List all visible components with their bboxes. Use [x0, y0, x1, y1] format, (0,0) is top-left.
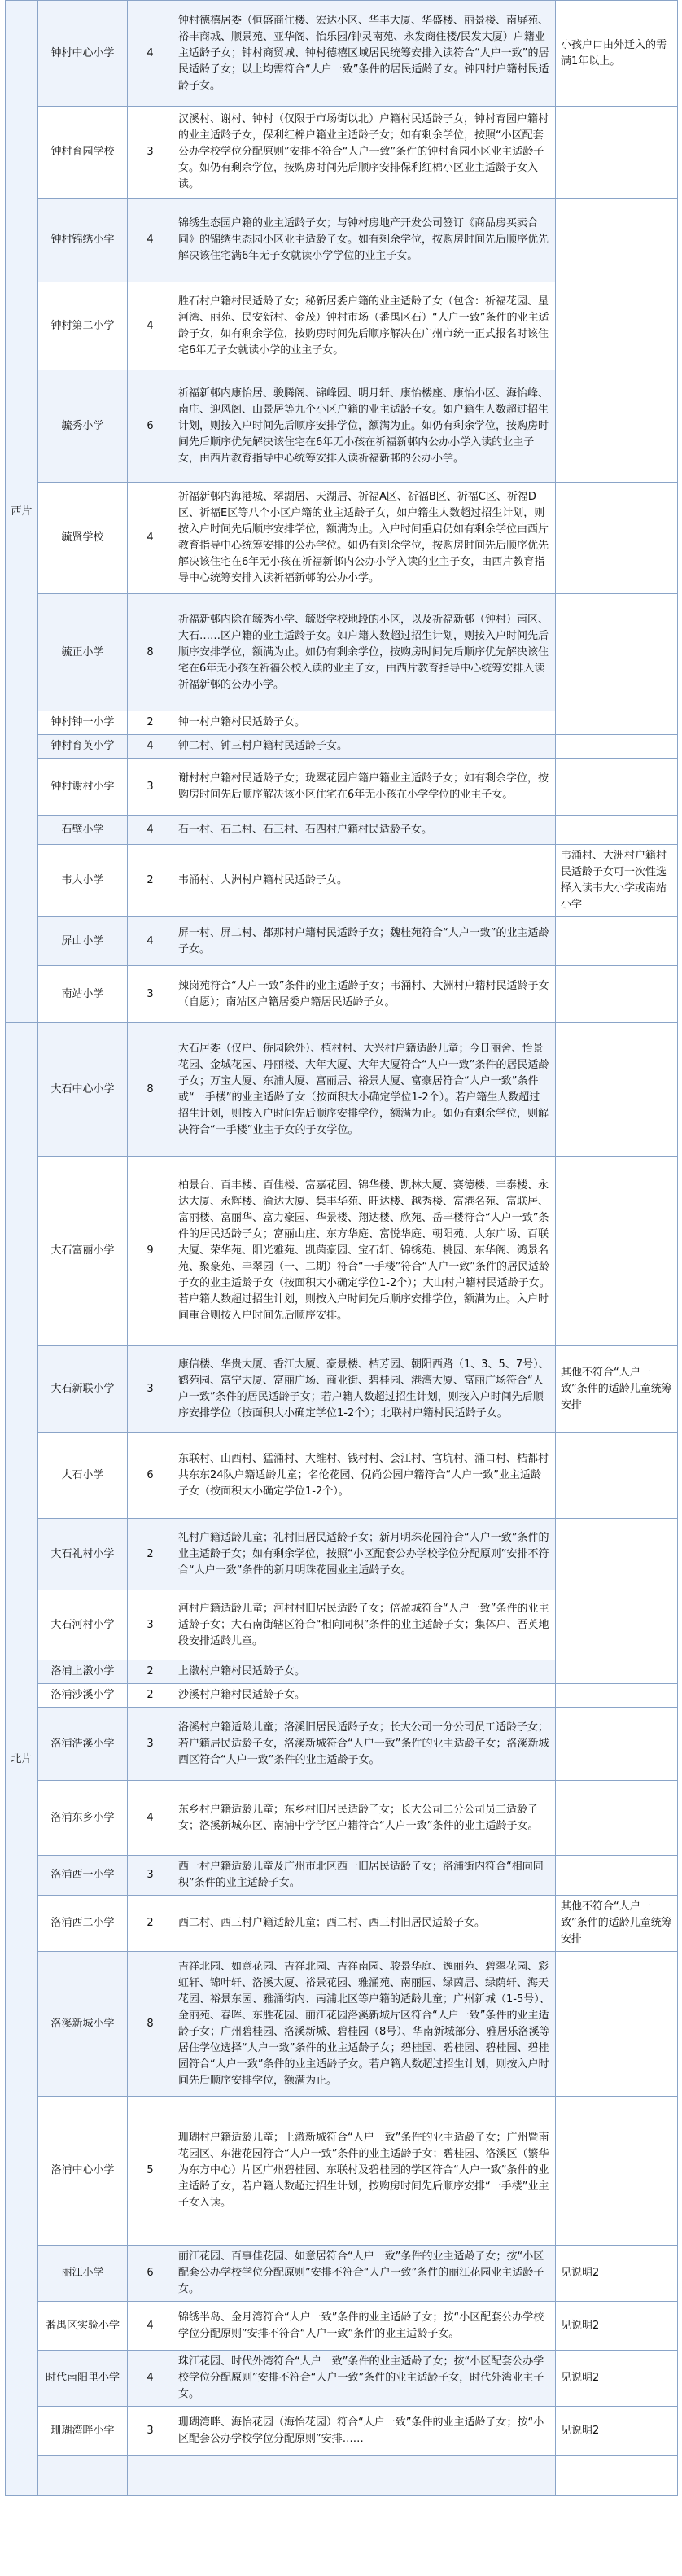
- enrollment-scope: 祈福新邨内除在毓秀小学、毓贤学校地段的小区，以及祈福新邨（钟村）南区、大石……区户籍的业主适龄子女。如户籍人数超过招生计划，则按入户时间先后顺序安排学位，额满为止。如仍有剩余学位，按购房时间先后顺序优先解决该住宅在6年无小孩在祈福公校入读的业主子女，由西片教育指导中心统筹安排入读祈福新邨的公办小学。: [173, 594, 556, 711]
- school-name: 钟村第二小学: [38, 282, 128, 370]
- school-name: 洛浦浩溪小学: [38, 1708, 128, 1781]
- table-row: [6, 2407, 678, 2456]
- remark: [556, 1684, 678, 1708]
- class-count: 4: [128, 2351, 173, 2407]
- enrollment-scope: 吉祥北园、如意花园、吉祥北园、吉祥南园、骏景华庭、逸丽苑、碧翠花园、彩虹轩、锦叶轩、洛溪大厦、裕景花园、雅涌苑、南丽园、绿茵居、绿荫轩、海天花园、裕景东园、雅涌街内、南浦北区等户籍的适龄儿童；广州新城（1-5号）、金丽苑、春晖、东胜花园、丽江花园洛溪新城片区符合“人户一致”条件的业主适龄子女；广州碧桂园、洛溪新城、碧桂园（8号）、华南新城部分、雅居乐洛溪等居住学位选择“人户一致”条件的业主适龄子女；碧桂园、碧桂园、碧桂园、碧桂园符合“人户一致”条件的业主适龄子女。若户籍人数超过招生计划，则按入户时间先后顺序安排学位，额满为止。: [173, 1952, 556, 2097]
- remark: [556, 1781, 678, 1856]
- class-count: 3: [128, 1346, 173, 1433]
- school-name: 石壁小学: [38, 816, 128, 845]
- school-name: 大石礼村小学: [38, 1519, 128, 1590]
- school-name: [38, 2456, 128, 2496]
- class-count: 6: [128, 2246, 173, 2302]
- class-count: 6: [128, 370, 173, 483]
- school-name: 韦大小学: [38, 845, 128, 917]
- enrollment-scope: 谢村村户籍村民适龄子女；珑翠花园户籍户籍业主适龄子女；如有剩余学位，按购房时间先后顺序解决该小区住宅在6年无小孩在小学学位的业主子女。: [173, 759, 556, 816]
- school-name: 毓正小学: [38, 594, 128, 711]
- table-row: [6, 1856, 678, 1896]
- enrollment-scope: 胜石村户籍村民适龄子女；秘新居委户籍的业主适龄子女（包含：祈福花园、星河湾、丽苑、民安新村、金茂）钟村市场（番禺区石）“人户一致”条件的业主适龄子女，如有剩余学位，按购房时间先后顺序解决在广州市统一正式报名时该住宅6年无子女就读小学的业主子女。: [173, 282, 556, 370]
- class-count: 6: [128, 1433, 173, 1519]
- table-row: [6, 816, 678, 845]
- enrollment-scope: 东联村、山西村、猛涌村、大维村、钱村村、会江村、官坑村、涌口村、桔都村共东东24队户籍适龄儿童；名伦花园、倪尚公园户籍符合“人户一致”业主适龄子女（按面积大小确定学位1-2个）。: [173, 1433, 556, 1519]
- enrollment-scope: 珠江花园、时代外湾符合“人户一致”条件的业主适龄子女；按“小区配套公办学校学位分配原则”安排不符合“人户一致”条件的业主适龄子女，时代外湾业主子女。: [173, 2351, 556, 2407]
- table-row: [6, 2246, 678, 2302]
- remark: [556, 1519, 678, 1590]
- enrollment-scope: 汉溪村、谢村、钟村（仅限于市场街以北）户籍村民适龄子女，钟村育园户籍村的业主适龄子女，保利红棉户籍业主适龄子女；如有剩余学位，按照“小区配套公办学校学位分配原则”安排不符合“人户一致”条件的钟村育园小区业主适龄子女。如仍有剩余学位，按购房时间先后顺序安排保利红棉小区业主适龄子女入读。: [173, 107, 556, 199]
- class-count: 8: [128, 594, 173, 711]
- table-row: [6, 2351, 678, 2407]
- class-count: 4: [128, 1, 173, 107]
- remark: 见说明2: [556, 2351, 678, 2407]
- region-label: 北片: [6, 1023, 38, 2496]
- table-row: [6, 1660, 678, 1684]
- class-count: 2: [128, 711, 173, 735]
- school-name: 钟村中心小学: [38, 1, 128, 107]
- class-count: 4: [128, 735, 173, 759]
- enrollment-scope: 柏景台、百丰楼、百佳楼、富嘉花园、锦华楼、凯林大厦、赛德楼、丰泰楼、永达大厦、永辉楼、渝达大厦、集丰华苑、旺达楼、越秀楼、富港名苑、富联居、富丽楼、富丽华、富力豪园、华景楼、翔达楼、欣苑、岳丰楼符合“人户一致”条件的居民适龄子女；富丽山庄、东方华庭、富悦华庭、朝阳苑、大东广场、百联大厦、荣华苑、阳光雅苑、凯茵豪园、宝石轩、锦绣苑、桃园、东华阁、鸿景名苑、聚豪苑、丰翠园（一、二期）符合“一手楼”符合“人户一致”条件的居民适龄子女的业主适龄子女（按面积大小确定学位1-2个）；大山村户籍村民适龄子女。若户籍人数超过招生计划，则按入户时间先后顺序安排学位，额满为止。入户时间重合则按入户时间先后顺序安排。: [173, 1157, 556, 1346]
- school-name: 番禺区实验小学: [38, 2302, 128, 2351]
- enrollment-scope: 洛溪村户籍适龄儿童；洛溪旧居民适龄子女；长大公司一分公司员工适龄子女；若户籍居民适龄子女，洛溪新城符合“人户一致”条件的业主适龄子女；洛溪新城西区符合“人户一致”条件的业主适龄子女。: [173, 1708, 556, 1781]
- school-name: 钟村育园学校: [38, 107, 128, 199]
- enrollment-scope: 锦绣生态园户籍的业主适龄子女；与钟村房地产开发公司签订《商品房买卖合同》的锦绣生态园小区业主适龄子女。如有剩余学位，按购房时间先后顺序优先解决该住宅满6年无子女就读小学学位的业主子女。: [173, 199, 556, 282]
- table-row: [6, 2097, 678, 2246]
- school-name: 钟村谢村小学: [38, 759, 128, 816]
- remark: 见说明2: [556, 2302, 678, 2351]
- enrollment-scope: 大石居委（仅户、侨园除外）、植村村、大兴村户籍适龄儿童；今日丽舍、怡景花园、金城花园、丹丽楼、大年大厦、大年大厦符合“人户一致”条件的居民适龄子女；万宝大厦、东浦大厦、富丽居、裕景大厦、富豪居符合“人户一致”条件或“一手楼”的业主适龄子女（按面积大小确定学位1-2个）。若户籍生人数超过招生计划，则按入户时间先后顺序安排学位，额满为止。如仍有剩余学位，则解决符合“一手楼”业主子女的子女学位。: [173, 1023, 556, 1157]
- table-row: [6, 759, 678, 816]
- table-row: [6, 1433, 678, 1519]
- class-count: 3: [128, 2407, 173, 2456]
- remark: [556, 199, 678, 282]
- table-row: [6, 966, 678, 1023]
- enrollment-scope: 沙溪村户籍村民适龄子女。: [173, 1684, 556, 1708]
- school-name: 时代南阳里小学: [38, 2351, 128, 2407]
- table-row: [6, 2456, 678, 2496]
- remark: [556, 917, 678, 966]
- table-row: [6, 917, 678, 966]
- school-name: 钟村锦绣小学: [38, 199, 128, 282]
- table-row: [6, 1346, 678, 1433]
- table-row: [6, 1952, 678, 2097]
- school-zone-table: [5, 0, 678, 2496]
- school-name: 珊瑚湾畔小学: [38, 2407, 128, 2456]
- class-count: 4: [128, 816, 173, 845]
- enrollment-scope: 上漖村户籍村民适龄子女。: [173, 1660, 556, 1684]
- table-row: [6, 1590, 678, 1660]
- enrollment-scope: 东乡村户籍适龄儿童；东乡村旧居民适龄子女；长大公司二分公司员工适龄子女；洛溪新城东区、南浦中学学区户籍符合“人户一致”条件的业主适龄子女。: [173, 1781, 556, 1856]
- remark: [556, 594, 678, 711]
- enrollment-scope: 康信楼、华贵大厦、香江大厦、豪景楼、桔芳园、朝阳西路（1、3、5、7号）、鹤苑园、富宁大厦、富丽广场、商业街、碧桂园、港湾大厦、富丽广场符合“人户一致”条件的居民适龄子女；若户籍人数超过招生计划，则按入户时间先后顺序安排学位（按面积大小确定学位1-2个）；北联村户籍村民适龄子女。: [173, 1346, 556, 1433]
- table-row: [6, 735, 678, 759]
- table-row: [6, 282, 678, 370]
- school-name: 洛浦中心小学: [38, 2097, 128, 2246]
- remark: [556, 1023, 678, 1157]
- enrollment-scope: 祈福新邨内海港城、翠湖居、天湖居、祈福A区、祈福B区、祈福C区、祈福D区、祈福E区等八个小区户籍的业主适龄子女，如户籍生人数超过招生计划，则按入户时间先后顺序安排学位，额满为止。入户时间重启仍如有剩余学位由西片教育指导中心统筹安排的公办学位。如仍有剩余学位，按购房时间先后顺序优先解决该住宅在6年无小孩在祈福新邨内公办小学入读的业主子女，由西片教育指导中心统筹安排入读祈福新邨的公办小学。: [173, 483, 556, 594]
- remark: [556, 1433, 678, 1519]
- class-count: 8: [128, 1023, 173, 1157]
- remark: 小孩户口由外迁入的需满1年以上。: [556, 1, 678, 107]
- class-count: 3: [128, 107, 173, 199]
- table-row: [6, 370, 678, 483]
- class-count: 3: [128, 1708, 173, 1781]
- class-count: 4: [128, 483, 173, 594]
- remark: [556, 1708, 678, 1781]
- school-name: 洛浦沙溪小学: [38, 1684, 128, 1708]
- school-name: 洛溪新城小学: [38, 1952, 128, 2097]
- class-count: 2: [128, 1684, 173, 1708]
- enrollment-scope: 屏一村、屏二村、都那村户籍村民适龄子女；魏桂苑符合“人户一致”的业主适龄子女。: [173, 917, 556, 966]
- remark: [556, 711, 678, 735]
- table-row: [6, 1, 678, 107]
- class-count: 3: [128, 966, 173, 1023]
- class-count: 4: [128, 1781, 173, 1856]
- class-count: 3: [128, 1590, 173, 1660]
- enrollment-scope: 西二村、西三村户籍适龄儿童；西二村、西三村旧居民适龄子女。: [173, 1896, 556, 1952]
- table-row: [6, 107, 678, 199]
- class-count: 2: [128, 1660, 173, 1684]
- school-name: 大石富丽小学: [38, 1157, 128, 1346]
- enrollment-scope: [173, 2456, 556, 2496]
- school-name: 大石河村小学: [38, 1590, 128, 1660]
- enrollment-scope: 钟二村、钟三村户籍村民适龄子女。: [173, 735, 556, 759]
- remark: 见说明2: [556, 2407, 678, 2456]
- school-name: 大石小学: [38, 1433, 128, 1519]
- class-count: 4: [128, 282, 173, 370]
- enrollment-scope: 礼村户籍适龄儿童；礼村旧居民适龄子女；新月明珠花园符合“人户一致”条件的业主适龄子女；如有剩余学位，按照“小区配套公办学校学位分配原则”安排不符合“人户一致”条件的新月明珠花园业主适龄子女。: [173, 1519, 556, 1590]
- school-name: 屏山小学: [38, 917, 128, 966]
- enrollment-scope: 韦涌村、大洲村户籍村民适龄子女。: [173, 845, 556, 917]
- enrollment-scope: 河村户籍适龄儿童；河村村旧居民适龄子女；倍盈城符合“人户一致”条件的业主适龄子女；大石南街辖区符合“相向同积”条件的业主适龄子女；集体户、吾英地段安排适龄儿童。: [173, 1590, 556, 1660]
- enrollment-scope: 辣岗苑符合“人户一致”条件的业主适龄子女；韦涌村、大洲村户籍村民适龄子女（自愿）；南站区户籍居委户籍居民适龄子女。: [173, 966, 556, 1023]
- school-name: 洛浦西二小学: [38, 1896, 128, 1952]
- table-row: [6, 199, 678, 282]
- class-count: 4: [128, 199, 173, 282]
- table-row: [6, 711, 678, 735]
- school-name: 南站小学: [38, 966, 128, 1023]
- enrollment-scope: 钟村德禧居委（恒盛商住楼、宏达小区、华丰大厦、华盛楼、丽景楼、南屏苑、裕丰商城、顺景苑、亚华阁、怡乐园/钟灵南苑、永发商住楼/民发大厦）户籍业主适龄子女；钟村商贸城、钟村德禧区域居民统筹安排入读符合“人户一致”的居民适龄子女；以上均需符合“人户一致”条件的居民适龄子女。钟四村户籍村民适龄子女。: [173, 1, 556, 107]
- class-count: 4: [128, 2302, 173, 2351]
- remark: 韦涌村、大洲村户籍村民适龄子女可一次性选择入读韦大小学或南站小学: [556, 845, 678, 917]
- class-count: 3: [128, 759, 173, 816]
- remark: [556, 370, 678, 483]
- school-name: 洛浦上漖小学: [38, 1660, 128, 1684]
- class-count: 9: [128, 1157, 173, 1346]
- table-row: [6, 1781, 678, 1856]
- remark: [556, 816, 678, 845]
- enrollment-scope: 珊瑚村户籍适龄儿童；上漖新城符合“人户一致”条件的业主适龄子女；广州暨南花园区、东港花园符合“人户一致”条件的业主适龄子女；碧桂园、洛溪区（繁华为东方中心）片区广州碧桂园、东联村及碧桂园的学区符合“人户一致”条件的业主适龄子女，若户籍人数超过招生计划，按购房时间先后顺序安排“一手楼”业主子女入读。: [173, 2097, 556, 2246]
- school-name: 钟村钟一小学: [38, 711, 128, 735]
- class-count: 2: [128, 1519, 173, 1590]
- remark: 其他不符合“人户一致”条件的适龄儿童统筹安排: [556, 1896, 678, 1952]
- enrollment-scope: 锦绣半岛、金月湾符合“人户一致”条件的业主适龄子女；按“小区配套公办学校学位分配原则”安排不符合“人户一致”条件的业主适龄子女。: [173, 2302, 556, 2351]
- class-count: 2: [128, 845, 173, 917]
- remark: [556, 2456, 678, 2496]
- table-row: [6, 1708, 678, 1781]
- class-count: 8: [128, 1952, 173, 2097]
- class-count: 3: [128, 1856, 173, 1896]
- remark: [556, 107, 678, 199]
- remark: 其他不符合“人户一致”条件的适龄儿童统筹安排: [556, 1346, 678, 1433]
- school-name: 毓贤学校: [38, 483, 128, 594]
- enrollment-scope: 西一村户籍适龄儿童及广州市北区西一旧居民适龄子女；洛浦街内符合“相向同积”条件的业主适龄子女。: [173, 1856, 556, 1896]
- remark: [556, 2097, 678, 2246]
- table-row: [6, 1519, 678, 1590]
- remark: [556, 1856, 678, 1896]
- remark: [556, 483, 678, 594]
- class-count: [128, 2456, 173, 2496]
- remark: [556, 1952, 678, 2097]
- school-name: 洛浦西一小学: [38, 1856, 128, 1896]
- table-row: [6, 1684, 678, 1708]
- remark: [556, 966, 678, 1023]
- class-count: 5: [128, 2097, 173, 2246]
- table-row: [6, 845, 678, 917]
- enrollment-scope: 石一村、石二村、石三村、石四村户籍村民适龄子女。: [173, 816, 556, 845]
- remark: 见说明2: [556, 2246, 678, 2302]
- remark: [556, 282, 678, 370]
- school-name: 丽江小学: [38, 2246, 128, 2302]
- table-row: [6, 1157, 678, 1346]
- table-row: [6, 483, 678, 594]
- class-count: 2: [128, 1896, 173, 1952]
- remark: [556, 1590, 678, 1660]
- table-row: [6, 1023, 678, 1157]
- table-row: [6, 594, 678, 711]
- class-count: 4: [128, 917, 173, 966]
- remark: [556, 1157, 678, 1346]
- enrollment-scope: 丽江花园、百事佳花园、如意居符合“人户一致”条件的业主适龄子女；按“小区配套公办学校学位分配原则”安排不符合“人户一致”条件的丽江花园业主适龄子女。: [173, 2246, 556, 2302]
- school-name: 大石新联小学: [38, 1346, 128, 1433]
- enrollment-scope: 祈福新邨内康怡居、骏腾阁、锦峰园、明月轩、康怡楼座、康怡小区、海怡峰、南庄、迎风阁、山景居等九个小区户籍的业主适龄子女。如户籍生人数超过招生计划，则按入户时间先后顺序安排学位，额满为止。如仍有剩余学位，按购房时间先后顺序优先解决该住宅在6年无小孩在祈福新邨内公办小学入读的业主子女，由西片教育指导中心统筹安排入读祈福新邨的公办小学。: [173, 370, 556, 483]
- school-name: 钟村育英小学: [38, 735, 128, 759]
- table-row: [6, 1896, 678, 1952]
- enrollment-scope: 珊瑚湾畔、海怡花园（海怡花园）符合“人户一致”条件的业主适龄子女；按“小区配套公办学校学位分配原则”安排……: [173, 2407, 556, 2456]
- remark: [556, 759, 678, 816]
- enrollment-scope: 钟一村户籍村民适龄子女。: [173, 711, 556, 735]
- remark: [556, 1660, 678, 1684]
- region-label: 西片: [6, 1, 38, 1023]
- school-name: 大石中心小学: [38, 1023, 128, 1157]
- school-name: 洛浦东乡小学: [38, 1781, 128, 1856]
- school-name: 毓秀小学: [38, 370, 128, 483]
- table-row: [6, 2302, 678, 2351]
- remark: [556, 735, 678, 759]
